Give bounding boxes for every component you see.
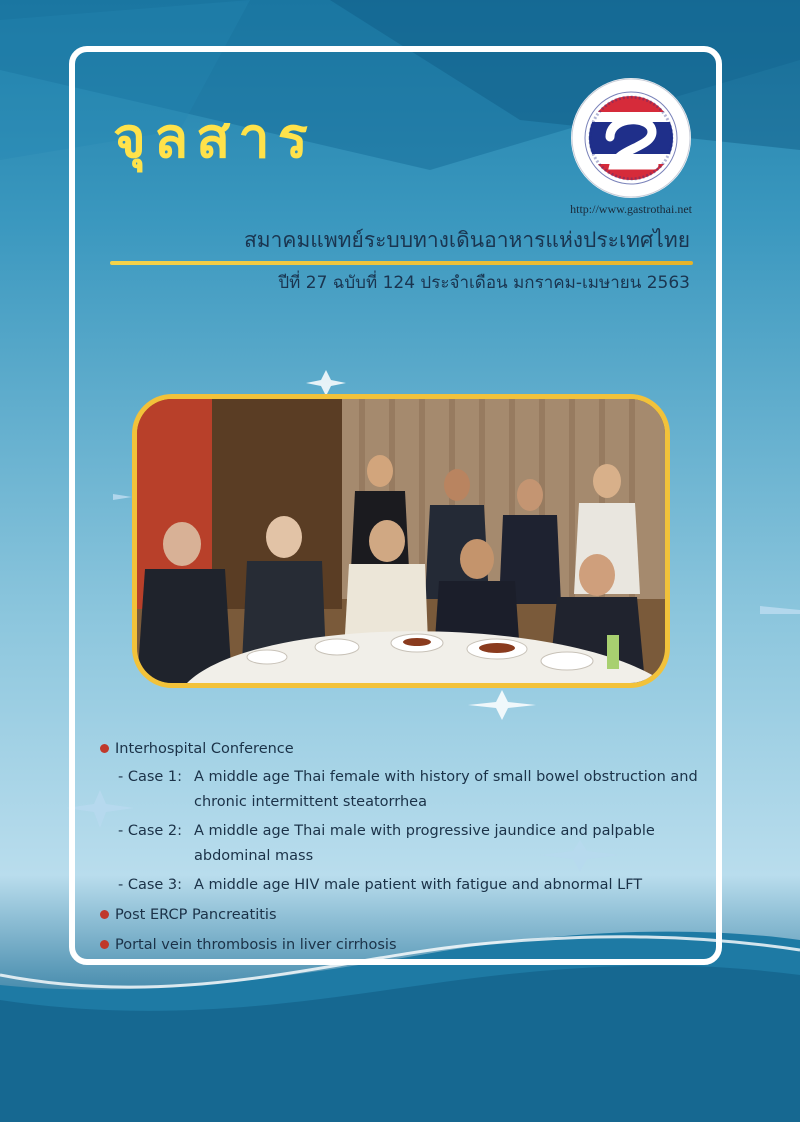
association-name: สมาคมแพทย์ระบบทางเดินอาหารแห่งประเทศไทย (243, 228, 690, 252)
topic-label: Portal vein thrombosis in liver cirrhosis (115, 937, 397, 953)
case-item (100, 765, 720, 815)
case-label: - Case 2: (118, 823, 183, 839)
issue-info: ปีที่ 27 ฉบับที่ 124 ประจำเดือน มกราคม-เมษายน 2563 (278, 273, 690, 293)
website-url: http://www.gastrothai.net (570, 202, 692, 216)
case-label: - Case 3: (118, 877, 183, 893)
topic-item (100, 902, 720, 928)
case-label: - Case 1: (118, 769, 183, 785)
contents-list (100, 736, 720, 958)
case-text: A middle age Thai female with history of small bowel obstruction and chronic intermittent steatorrhea (194, 769, 698, 810)
sparkle-icon (760, 606, 800, 614)
topic-item (100, 736, 720, 762)
case-text: A middle age Thai male with progressive jaundice and palpable abdominal mass (194, 823, 655, 864)
case-item (100, 873, 720, 898)
divider (110, 261, 693, 265)
case-text: A middle age HIV male patient with fatigue and abnormal LFT (194, 877, 643, 893)
topic-label: Post ERCP Pancreatitis (115, 907, 277, 923)
association-seal-icon (570, 77, 692, 199)
case-item (100, 819, 720, 869)
topic-label: Interhospital Conference (115, 741, 294, 757)
newsletter-title: จุลสาร (113, 106, 316, 171)
bullet-icon (100, 940, 109, 949)
group-photo-frame (132, 394, 670, 688)
bullet-icon (100, 910, 109, 919)
group-photo (137, 399, 665, 683)
bullet-icon (100, 744, 109, 753)
topic-item (100, 932, 720, 958)
